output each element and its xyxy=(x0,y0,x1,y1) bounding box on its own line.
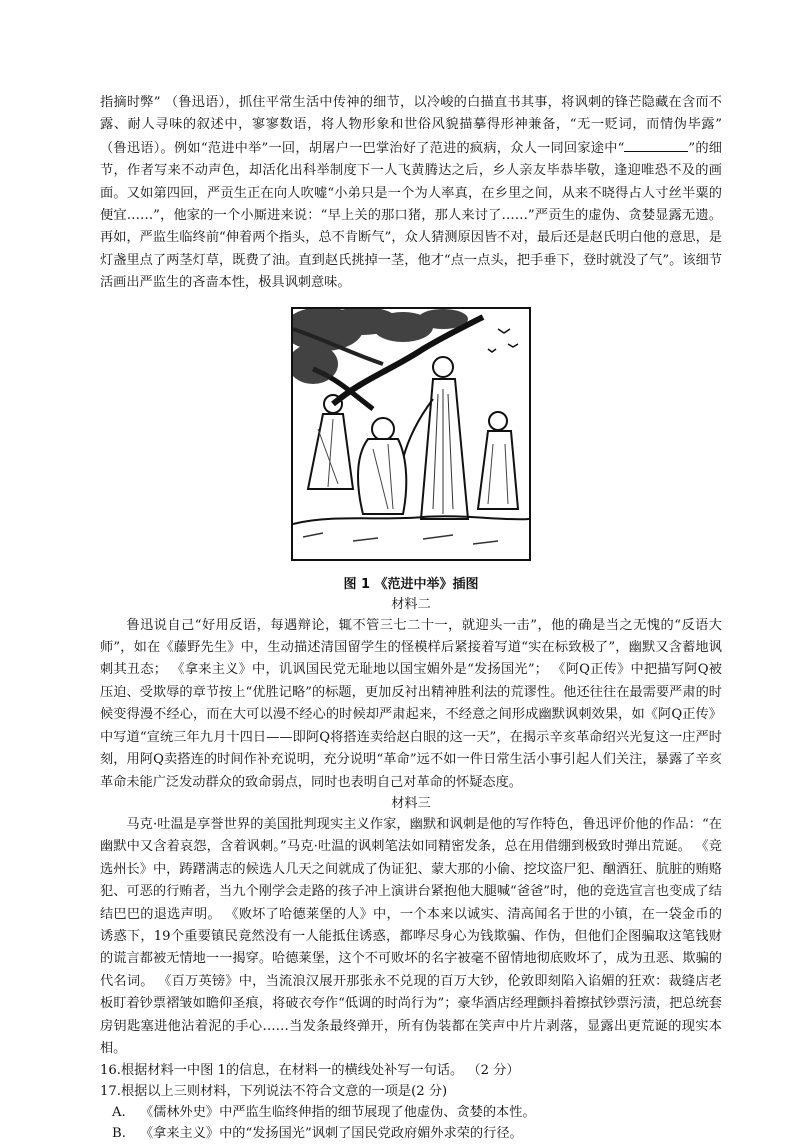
option-b-text: 《拿来主义》中的“发扬国光”讽刺了国民党政府媚外求荣的行径。 xyxy=(140,1126,523,1142)
option-a[interactable] xyxy=(100,1102,722,1123)
illustration-drawing xyxy=(293,309,529,559)
question-16: 16.根据材料一中图 1的信息，在材料一的横线处补写一句话。 （2 分） xyxy=(100,1063,520,1079)
option-b[interactable] xyxy=(100,1123,722,1144)
figure-caption: 图 1 《范进中举》插图 xyxy=(343,576,479,592)
option-a-text: 《儒林外史》中严监生临终伸指的细节展现了他虚伪、贪婪的本性。 xyxy=(140,1105,536,1121)
material3-title: 材料三 xyxy=(391,795,431,811)
option-a-label: A. xyxy=(112,1105,126,1121)
option-b-label: B. xyxy=(112,1126,126,1142)
material1-text-part2: ”的细节，作者写来不动声色，却活化出科举制度下一人飞黄腾达之后，乡人亲友毕恭毕敬，逢迎唯恐不及的画面。又如第四回，严贡生正在向人吹嘘“小弟只是一个为人率真，在乡里之间，从来不晓得占人寸丝半粟的便宜……”，他家的一个小厮进来说：“早上关的那口猪，那人来讨了……”严贡生的虚伪、贪婪显露无遗。再如，严监生临终前“伸着两个指头，总不肯断气”，众人猜测原因皆不对，最后还是赵氏明白他的意思，是灯盏里点了两茎灯草，既费了油。直到赵氏挑掉一茎，他才“点一点头，把手垂下，登时就没了气”。该细节活画出严监生的吝啬本性，极具讽刺意味。 xyxy=(100,140,722,291)
document-page xyxy=(100,92,722,1144)
material2-title: 材料二 xyxy=(391,596,431,612)
material1-text-part1: 指摘时弊” （鲁迅语），抓住平常生活中传神的细节，以冷峻的白描直书其事，将讽刺的锋芒隐藏在含而不露、耐人寻味的叙述中，寥寥数语，将人物形象和世俗风貌描摹得形神兼备，“无一贬词，而情伪毕露” （鲁迅语）。例如“范进中举”一回，胡屠户一巴掌治好了范进的疯病，众人一同回家途中“ xyxy=(100,95,722,156)
material3-paragraph: 马克·吐温是享誉世界的美国批判现实主义作家，幽默和讽刺是他的写作特色，鲁迅评价他的作品：“在幽默中又含着哀怨，含着讽刺。”马克·吐温的讽刺笔法如同精密发条，总在用借绷到极致时弹出荒诞。 《竞选州长》中，踌躇满志的候选人几天之间就成了伪证犯、蒙大那的小偷、挖坟盗尸犯、酗酒狂、肮脏的贿赂犯、可恶的行贿者，当九个刚学会走路的孩子冲上演讲台紧抱他大腿喊“爸爸”时，他的竞选宣言也变成了结结巴巴的退选声明。 《败坏了哈德莱堡的人》中，一个本来以诚实、清高闻名于世的小镇，在一袋金币的诱惑下，19个重要镇民竟然没有一人能抵住诱惑，都哗尽身心为钱欺骗、作伪，但他们企图骗取这笔钱财的谎言都被无情地一一揭穿。哈德莱堡，这个不可败坏的名字被毫不留情地彻底败坏了，成为丑恶、欺骗的代名词。 《百万英镑》中，当流浪汉展开那张永不兑现的百万大钞，伦敦即刻陷入谄媚的狂欢：裁缝店老板盯着钞票褶皱如瞻仰圣痕，将破衣夸作“低调的时尚行为”；豪华酒店经理颤抖着擦拭钞票污渍，把总统套房钥匙塞进他沾着泥的手心……当发条最终弹开，所有伪装都在笑声中片片剥落，显露出更荒诞的现实本相。 xyxy=(100,816,722,1056)
material2-paragraph: 鲁迅说自己“好用反语，每遇辩论，辄不管三七二十一，就迎头一击”，他的确是当之无愧的“反语大师”，如在《藤野先生》中，生动描述清国留学生的怪模样后紧接着写道“实在标致极了”，幽默又含蓄地讽刺其丑态； 《拿来主义》中，讥讽国民党无耻地以国宝媚外是“发扬国光”； 《阿Q正传》中把描写阿Q被压迫、受欺辱的章节按上“优胜记略”的标题，更加反衬出精神胜利法的荒谬性。他还往往在最需要严肃的时候变得漫不经心，而在大可以漫不经心的时候却严肃起来，不经意之间形成幽默讽刺效果，如《阿Q正传》中写道“宣统三年九月十四日——即阿Q将搭连卖给赵白眼的这一天”，在揭示辛亥革命绍兴光复这一庄严时刻，用阿Q卖搭连的时间作补充说明，充分说明“革命”远不如一件日常生活小事引起人们关注，暴露了辛亥革命未能广泛发动群众的致命弱点，同时也表明自己对革命的怀疑态度。 xyxy=(100,617,722,790)
figure-illustration xyxy=(291,307,531,561)
question-17: 17.根据以上三则材料，下列说法不符合文意的一项是(2 分) xyxy=(100,1084,448,1100)
material1-paragraph xyxy=(100,92,722,295)
fill-in-blank[interactable] xyxy=(624,137,688,152)
